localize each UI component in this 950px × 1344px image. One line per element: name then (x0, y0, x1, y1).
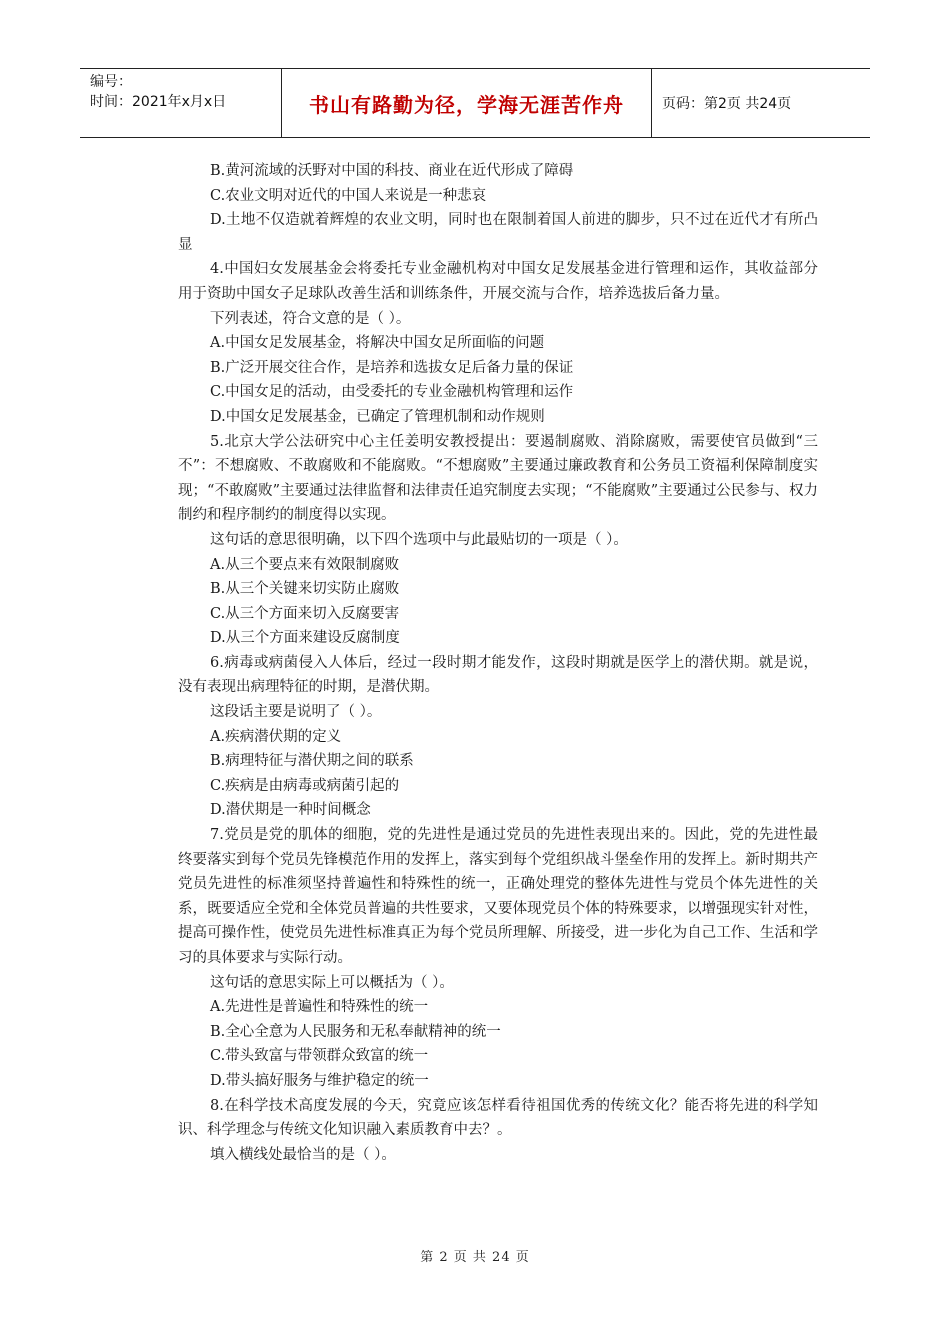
question-6-stem: 6.病毒或病菌侵入人体后，经过一段时期才能发作，这段时期就是医学上的潜伏期。就是说，没有表现出病理特征的时期，是潜伏期。 (178, 654, 818, 696)
question-4-prompt: 下列表述，符合文意的是（ ）。 (210, 310, 411, 327)
document-body (178, 159, 818, 1167)
option-line: A.中国女足发展基金，将解决中国女足所面临的问题 (210, 335, 545, 352)
option-line: C.中国女足的活动，由受委托的专业金融机构管理和运作 (210, 384, 574, 401)
option-line: D.带头搞好服务与维护稳定的统一 (210, 1072, 429, 1089)
option-line: B.广泛开展交往合作，是培养和选拔女足后备力量的保证 (210, 359, 574, 376)
option-line: C.疾病是由病毒或病菌引起的 (210, 777, 400, 794)
question-5-stem: 5.北京大学公法研究中心主任姜明安教授提出：要遏制腐败、消除腐败，需要使官员做到“三不”：不想腐败、不敢腐败和不能腐败。“不想腐败”主要通过廉政教育和公务员工资福利保障制度实现；“不敢腐败”主要通过法律监督和法律责任追究制度去实现；“不能腐败”主要通过公民参与、权力制约和程序制约的制度得以实现。 (178, 433, 818, 524)
question-6-prompt: 这段话主要是说明了（ ）。 (210, 704, 382, 721)
option-line: B.从三个关键来切实防止腐败 (210, 581, 400, 598)
option-line: B.全心全意为人民服务和无私奉献精神的统一 (210, 1023, 501, 1040)
option-line: D.土地不仅造就着辉煌的农业文明，同时也在限制着国人前进的脚步，只不过在近代才有所凸显 (178, 212, 818, 253)
header-motto: 书山有路勤为径，学海无涯苦作舟 (282, 69, 652, 137)
option-line: D.从三个方面来建设反腐制度 (210, 630, 400, 647)
question-7-stem: 7.党员是党的肌体的细胞，党的先进性是通过党员的先进性表现出来的。因此，党的先进性最终要落实到每个党员先锋模范作用的发挥上，落实到每个党组织战斗堡垒作用的发挥上。新时期共产党员先进性的标准须坚持普遍性和特殊性的统一，正确处理党的整体先进性与党员个体先进性的关系，既要适应全党和全体党员普遍的共性要求，又要体现党员个体的特殊要求，以增强现实针对性，提高可操作性，使党员先进性标准真正为每个党员所理解、所接受，进一步化为自己工作、生活和学习的具体要求与实际行动。 (178, 827, 818, 966)
option-line: C.带头致富与带领群众致富的统一 (210, 1048, 429, 1065)
option-line: D.中国女足发展基金，已确定了管理机制和动作规则 (210, 408, 545, 425)
question-7-prompt: 这句话的意思实际上可以概括为（ ）。 (210, 974, 454, 991)
question-8-stem: 8.在科学技术高度发展的今天，究竟应该怎样看待祖国优秀的传统文化？能否将先进的科学知识、科学理念与传统文化知识融入素质教育中去？。 (178, 1097, 818, 1139)
option-line: C.农业文明对近代的中国人来说是一种悲哀 (210, 187, 487, 204)
option-line: A.疾病潜伏期的定义 (210, 728, 342, 745)
document-number-label: 编号： (90, 74, 132, 90)
option-line: A.先进性是普遍性和特殊性的统一 (210, 999, 429, 1016)
header-page-info: 页码：第2页 共24页 (662, 96, 792, 112)
question-5-prompt: 这句话的意思很明确，以下四个选项中与此最贴切的一项是（ ）。 (210, 531, 628, 548)
option-line: C.从三个方面来切入反腐要害 (210, 605, 400, 622)
option-line: B.黄河流域的沃野对中国的科技、商业在近代形成了障碍 (210, 163, 574, 179)
page-header (80, 68, 870, 138)
header-meta (80, 69, 282, 137)
page-footer: 第 2 页 共 24 页 (420, 1250, 530, 1265)
document-date: 时间：2021年x月x日 (90, 94, 227, 110)
question-4-stem: 4.中国妇女发展基金会将委托专业金融机构对中国女足发展基金进行管理和运作，其收益部分用于资助中国女子足球队改善生活和训练条件，开展交流与合作，培养选拔后备力量。 (178, 261, 818, 302)
option-line: A.从三个要点来有效限制腐败 (210, 556, 400, 573)
option-line: D.潜伏期是一种时间概念 (210, 802, 371, 819)
option-line: B.病理特征与潜伏期之间的联系 (210, 753, 414, 770)
question-8-prompt: 填入横线处最恰当的是（ ）。 (210, 1146, 396, 1163)
